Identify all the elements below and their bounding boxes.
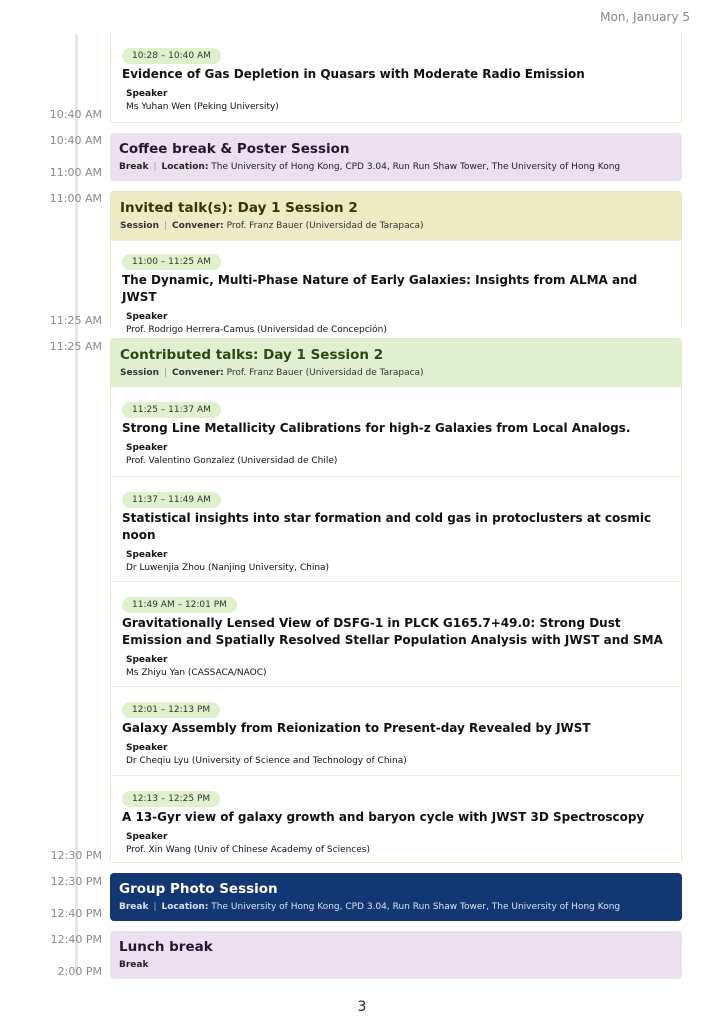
schedule-date: Mon, January 5 <box>600 10 690 24</box>
talk-title[interactable]: Statistical insights into star formation and cold gas in protoclusters at cosmic noon <box>122 511 652 542</box>
time-label: 12:40 PM <box>50 907 102 920</box>
time-label: 12:30 PM <box>50 849 102 862</box>
speaker-label: Speaker <box>126 655 168 665</box>
session-title[interactable]: Contributed talks: Day 1 Session 2 <box>120 347 384 363</box>
talk-time: 10:28 – 10:40 AM <box>122 48 221 64</box>
talk-time: 11:00 – 11:25 AM <box>122 254 221 270</box>
lunch-break-block[interactable] <box>110 931 682 979</box>
block-title: Coffee break & Poster Session <box>119 141 350 157</box>
talk-item[interactable] <box>111 34 681 120</box>
time-label: 11:00 AM <box>49 166 102 179</box>
time-label: 10:40 AM <box>49 134 102 147</box>
talk-title[interactable]: Evidence of Gas Depletion in Quasars with Moderate Radio Emission <box>122 67 585 81</box>
speaker-name: Prof. Xin Wang (Univ of Chinese Academy of Sciences) <box>126 845 370 855</box>
time-label: 11:25 AM <box>49 340 102 353</box>
talk-item[interactable] <box>111 775 681 861</box>
talk-item[interactable] <box>111 240 681 343</box>
speaker-name: Dr Luwenjia Zhou (Nanjing University, China) <box>126 563 330 573</box>
speaker-name: Prof. Rodrigo Herrera-Camus (Universidad de Concepción) <box>126 325 387 335</box>
invited-talks-session <box>110 191 682 335</box>
talk-time: 12:13 – 12:25 PM <box>122 791 220 807</box>
coffee-break-block[interactable] <box>110 133 682 181</box>
block-meta: Break | Location: The University of Hong Kong, CPD 3.04, Run Run Shaw Tower, The University of Hong Kong <box>119 162 621 172</box>
talk-item[interactable] <box>111 581 681 686</box>
time-label: 11:00 AM <box>49 192 102 205</box>
speaker-name: Dr Cheqiu Lyu (University of Science and Technology of China) <box>126 756 407 766</box>
talk-title[interactable]: Galaxy Assembly from Reionization to Present-day Revealed by JWST <box>122 721 591 735</box>
session-title[interactable]: Invited talk(s): Day 1 Session 2 <box>120 200 358 216</box>
block-title: Group Photo Session <box>119 881 278 897</box>
talk-item[interactable] <box>111 476 681 581</box>
speaker-label: Speaker <box>126 89 168 99</box>
time-label: 10:40 AM <box>49 108 102 121</box>
speaker-name: Ms Zhiyu Yan (CASSACA/NAOC) <box>126 668 267 678</box>
contributed-talks-session <box>110 338 682 863</box>
speaker-label: Speaker <box>126 550 168 560</box>
talk-title[interactable]: Strong Line Metallicity Calibrations for high-z Galaxies from Local Analogs. <box>122 421 631 435</box>
block-meta: Break | Location: The University of Hong Kong, CPD 3.04, Run Run Shaw Tower, The University of Hong Kong <box>119 902 621 912</box>
block-title: Lunch break <box>119 939 213 955</box>
talk-time: 11:25 – 11:37 AM <box>122 402 221 418</box>
speaker-label: Speaker <box>126 743 168 753</box>
talk-title[interactable]: The Dynamic, Multi-Phase Nature of Early Galaxies: Insights from ALMA and JWST <box>122 273 638 304</box>
speaker-name: Ms Yuhan Wen (Peking University) <box>126 102 279 112</box>
talk-time: 12:01 – 12:13 PM <box>122 702 220 718</box>
speaker-label: Speaker <box>126 443 168 453</box>
contributed-session-continued <box>110 34 682 123</box>
page-number: 3 <box>357 999 367 1015</box>
speaker-label: Speaker <box>126 832 168 842</box>
speaker-name: Prof. Valentino Gonzalez (Universidad de Chile) <box>126 456 338 466</box>
talk-time: 11:49 AM – 12:01 PM <box>122 597 237 613</box>
block-meta: Break <box>119 960 149 970</box>
talk-time: 11:37 – 11:49 AM <box>122 492 221 508</box>
group-photo-block[interactable] <box>110 873 682 921</box>
talk-title[interactable]: A 13-Gyr view of galaxy growth and baryon cycle with JWST 3D Spectroscopy <box>122 810 645 824</box>
session-meta: Session | Convener: Prof. Franz Bauer (Universidad de Tarapaca) <box>120 368 424 378</box>
talk-item[interactable] <box>111 686 681 775</box>
time-label: 12:40 PM <box>50 933 102 946</box>
time-label: 12:30 PM <box>50 875 102 888</box>
talk-list <box>111 387 681 861</box>
time-label: 11:25 AM <box>49 314 102 327</box>
talk-item[interactable] <box>111 387 681 476</box>
talk-title[interactable]: Gravitationally Lensed View of DSFG-1 in PLCK G165.7+49.0: Strong Dust Emission and Spatially Resolved Stellar Population Analysis with JWST and SMA <box>122 616 663 647</box>
session-meta: Session | Convener: Prof. Franz Bauer (Universidad de Tarapaca) <box>120 221 424 231</box>
time-label: 2:00 PM <box>57 965 102 978</box>
speaker-label: Speaker <box>126 312 168 322</box>
